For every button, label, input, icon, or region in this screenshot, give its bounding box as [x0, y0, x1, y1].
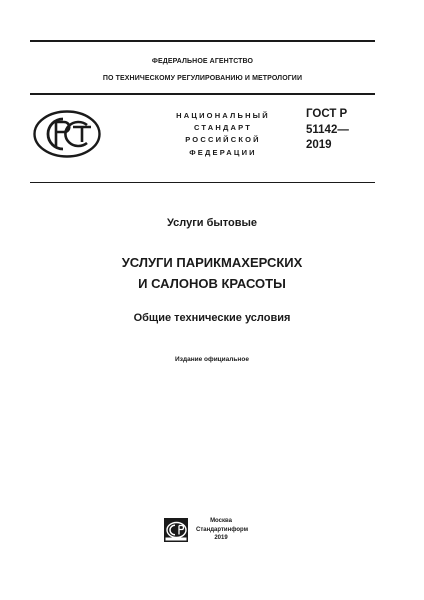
edition-label: Издание официальное — [175, 356, 249, 363]
agency-line-1: ФЕДЕРАЛЬНОЕ АГЕНТСТВО — [151, 58, 254, 65]
publisher-year: 2019 — [214, 535, 228, 541]
top-rule — [30, 40, 375, 42]
document-subtitle: Общие технические условия — [133, 312, 291, 324]
series-title: Услуги бытовые — [166, 217, 258, 229]
designation-line-2: 51142— — [306, 123, 349, 136]
national-standard-line-4: ФЕДЕРАЦИИ — [189, 147, 257, 157]
designation-line-1: ГОСТ Р — [306, 108, 348, 120]
national-standard-line-1: НАЦИОНАЛЬНЫЙ — [176, 111, 270, 120]
national-standard-line-2: СТАНДАРТ — [193, 123, 252, 133]
national-standard-label — [168, 110, 278, 159]
document-title-line-1: УСЛУГИ ПАРИКМАХЕРСКИХ — [121, 255, 303, 270]
designation-line-3: 2019 — [306, 139, 332, 151]
header-bottom-rule — [30, 182, 375, 183]
publisher-info — [196, 517, 249, 543]
standartinform-logo-icon — [164, 518, 188, 542]
publisher-name: Стандартинформ — [196, 526, 249, 533]
publisher-city: Москва — [210, 518, 232, 524]
standard-designation — [306, 107, 349, 154]
middle-rule — [30, 93, 375, 95]
national-standard-line-3: РОССИЙСКОЙ — [185, 135, 261, 145]
gost-r-emblem-icon — [33, 110, 101, 158]
document-title-line-2: И САЛОНОВ КРАСОТЫ — [138, 276, 286, 291]
agency-line-2: ПО ТЕХНИЧЕСКОМУ РЕГУЛИРОВАНИЮ И МЕТРОЛОГИИ — [102, 75, 303, 82]
document-title — [0, 252, 424, 294]
